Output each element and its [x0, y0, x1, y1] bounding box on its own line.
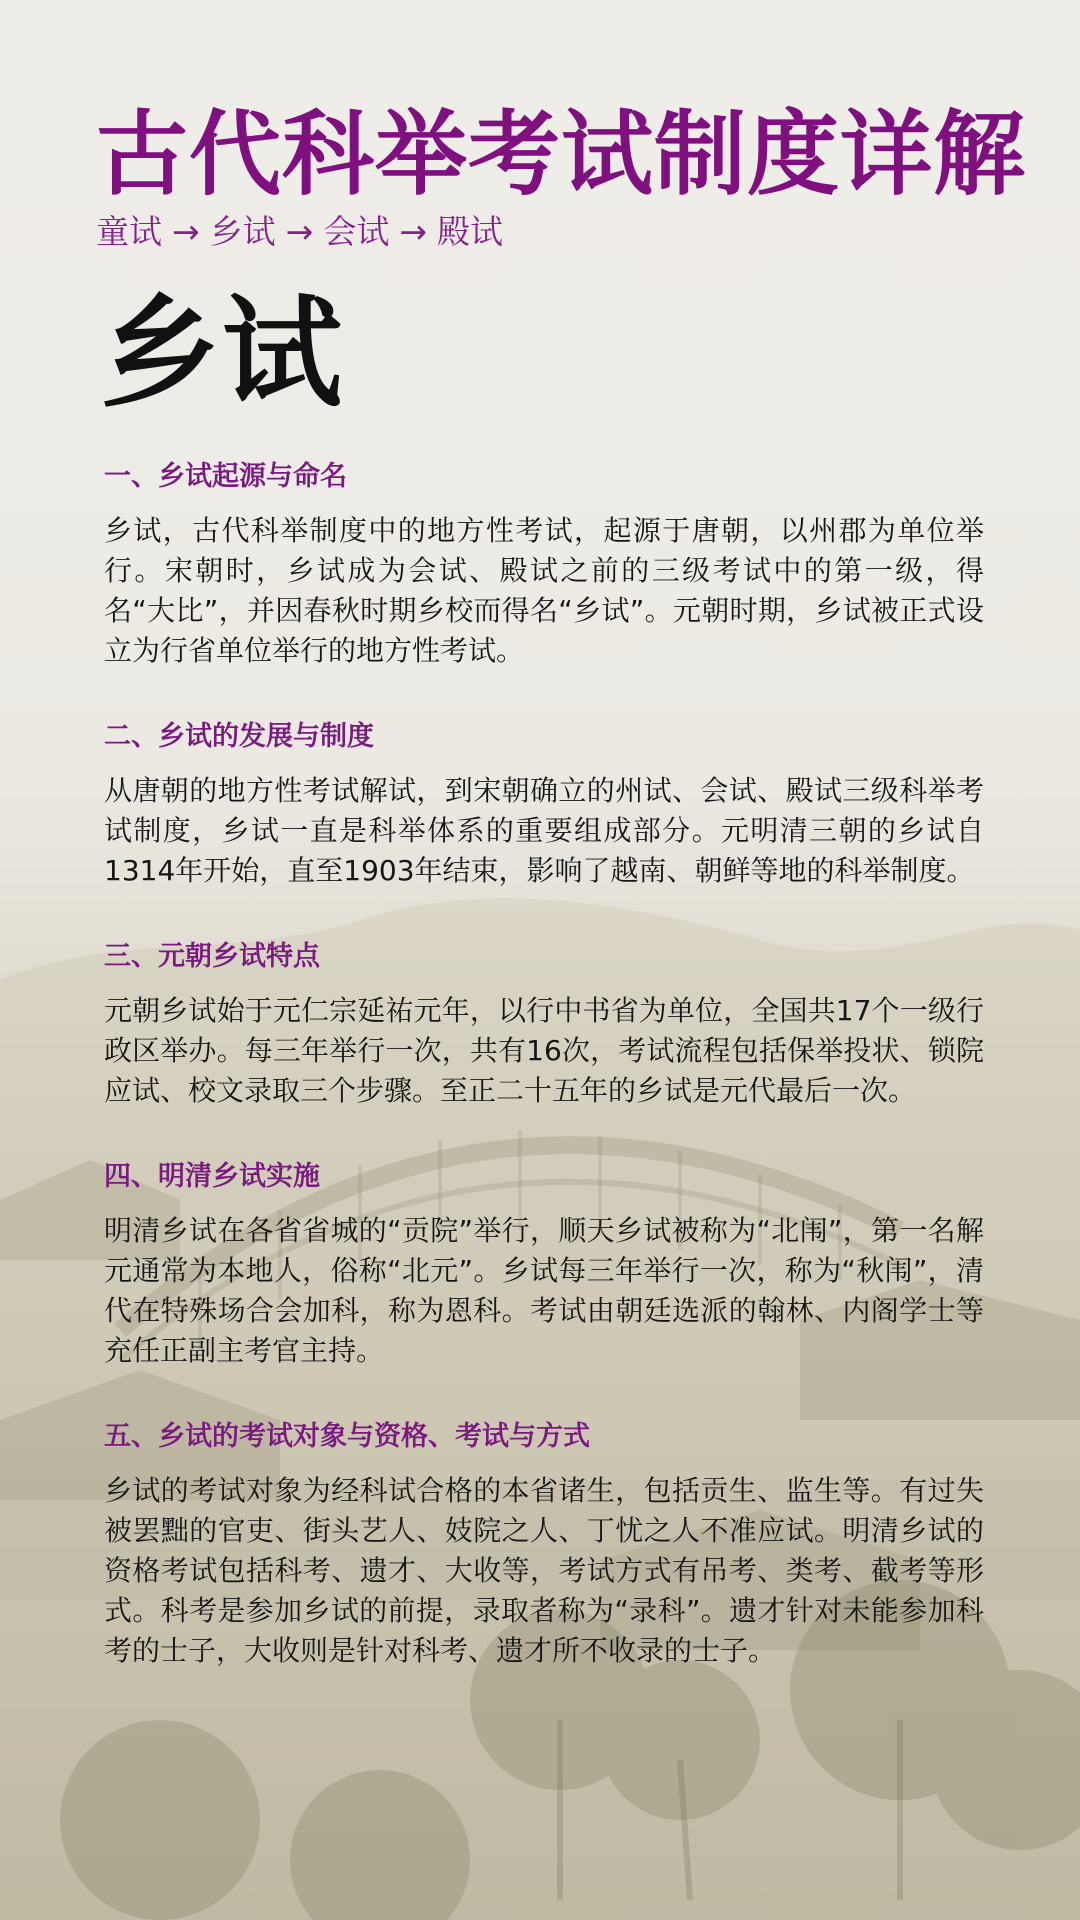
page-title: 乡试 — [100, 285, 344, 424]
section-heading: 一、乡试起源与命名 — [104, 461, 347, 492]
section-heading: 三、元朝乡试特点 — [104, 941, 320, 972]
section-ming-qing — [104, 1155, 984, 1371]
flow-step-2: 乡试 — [209, 212, 276, 251]
arrow-right-icon: → — [399, 212, 427, 251]
arrow-right-icon: → — [285, 212, 314, 251]
main-title: 古代科举考试制度详解 — [96, 101, 1027, 208]
section-heading: 二、乡试的发展与制度 — [104, 721, 374, 752]
section-body: 元朝乡试始于元仁宗延祐元年，以行中书省为单位，全国共17个一级行政区举办。每三年举行一次，共有16次，考试流程包括保举投状、锁院应试、校文录取三个步骤。至正二十五年的乡试是元代最后一次。 — [104, 994, 984, 1107]
section-yuan — [104, 935, 984, 1111]
article-sections — [104, 455, 984, 1715]
flow-step-3: 会试 — [323, 212, 390, 251]
section-development — [104, 715, 984, 891]
section-body: 从唐朝的地方性考试解试，到宋朝确立的州试、会试、殿试三级科举考试制度，乡试一直是科举体系的重要组成部分。元明清三朝的乡试自1314年开始，直至1903年结束，影响了越南、朝鲜等地的科举制度。 — [104, 774, 984, 887]
flow-step-1: 童试 — [96, 212, 162, 251]
section-heading: 五、乡试的考试对象与资格、考试与方式 — [104, 1421, 590, 1452]
section-eligibility — [104, 1415, 984, 1671]
section-origin — [104, 455, 984, 671]
section-body: 乡试的考试对象为经科试合格的本省诸生，包括贡生、监生等。有过失被罢黜的官吏、街头艺人、妓院之人、丁忧之人不准应试。明清乡试的资格考试包括科考、遗才、大收等，考试方式有吊考、类考、截考等形式。科考是参加乡试的前提，录取者称为“录科”。遗才针对未能参加科考的士子，大收则是针对科考、遗才所不收录的士子。 — [104, 1474, 984, 1667]
section-heading: 四、明清乡试实施 — [104, 1161, 320, 1192]
flow-step-4: 殿试 — [436, 212, 503, 251]
section-body: 明清乡试在各省省城的“贡院”举行，顺天乡试被称为“北闱”，第一名解元通常为本地人，俗称“北元”。乡试每三年举行一次，称为“秋闱”，清代在特殊场合会加科，称为恩科。考试由朝廷选派的翰林、内阁学士等充任正副主考官主持。 — [104, 1214, 984, 1367]
arrow-right-icon: → — [172, 212, 200, 251]
section-body: 乡试，古代科举制度中的地方性考试，起源于唐朝，以州郡为单位举行。宋朝时，乡试成为会试、殿试之前的三级考试中的第一级，得名“大比”，并因春秋时期乡校而得名“乡试”。元朝时期，乡试被正式设立为行省单位举行的地方性考试。 — [104, 514, 984, 667]
exam-flow — [96, 208, 503, 256]
